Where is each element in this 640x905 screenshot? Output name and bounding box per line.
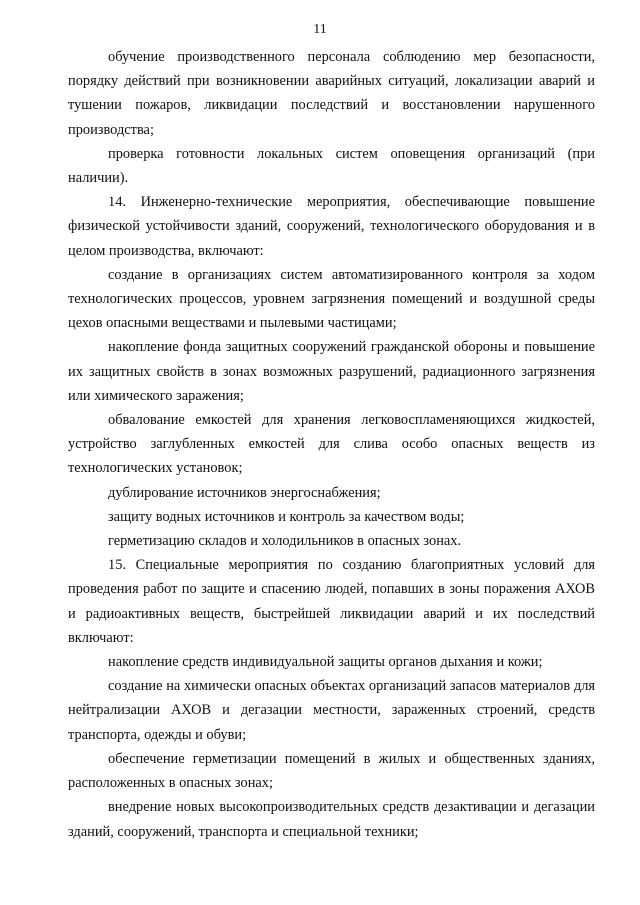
paragraph-power-duplication: дублирование источников энергоснабжения; xyxy=(108,484,381,501)
page-number: 11 xyxy=(313,22,327,37)
paragraph-section-15: 15. Специальные мероприятия по созданию благоприятных условий для проведения работ по защите и спасению людей, попавших в зоны поражения АХОВ и радиоактивных веществ, быстрейшей ликвидации аварий и их последствий включают: xyxy=(68,557,595,646)
document-body xyxy=(68,45,595,844)
paragraph-automated-control: создание в организациях систем автоматизированного контроля за ходом технологических процессов, уровнем загрязнения помещений и воздушной среды цехов опасными веществами и пылевыми частицами; xyxy=(68,266,595,332)
paragraph-protective-structures: накопление фонда защитных сооружений гражданской обороны и повышение их защитных свойств в зонах возможных разрушений, радиационного загрязнения или химического заражения; xyxy=(68,339,595,404)
paragraph-training: обучение производственного персонала соблюдению мер безопасности, порядку действий при возникновении аварийных ситуаций, локализации аварий и тушении пожаров, ликвидации последствий и восстановлении нарушенного производства; xyxy=(68,49,595,138)
paragraph-decontamination-means: внедрение новых высокопроизводительных средств дезактивации и дегазации зданий, сооружений, транспорта и специальной техники; xyxy=(68,799,595,840)
paragraph-room-sealing: обеспечение герметизации помещений в жилых и общественных зданиях, расположенных в опасных зонах; xyxy=(68,750,595,792)
paragraph-section-14: 14. Инженерно-технические мероприятия, обеспечивающие повышение физической устойчивости зданий, сооружений, технологического оборудования и в целом производства, включают: xyxy=(68,194,595,259)
paragraph-tank-embankment: обвалование емкостей для хранения легковоспламеняющихся жидкостей, устройство заглубленных емкостей для слива особо опасных веществ из технологических установок; xyxy=(68,412,595,477)
paragraph-ppe-stockpile: накопление средств индивидуальной защиты органов дыхания и кожи; xyxy=(108,654,543,671)
paragraph-warning-systems: проверка готовности локальных систем оповещения организаций (при наличии). xyxy=(68,145,595,187)
paragraph-water-protection: защиту водных источников и контроль за качеством воды; xyxy=(108,508,465,525)
paragraph-neutralization-materials: создание на химически опасных объектах организаций запасов материалов для нейтрализации АХОВ и дегазации местности, зараженных строений, средств транспорта, одежды и обуви; xyxy=(68,678,595,743)
paragraph-warehouse-sealing: герметизацию складов и холодильников в опасных зонах. xyxy=(108,533,462,550)
